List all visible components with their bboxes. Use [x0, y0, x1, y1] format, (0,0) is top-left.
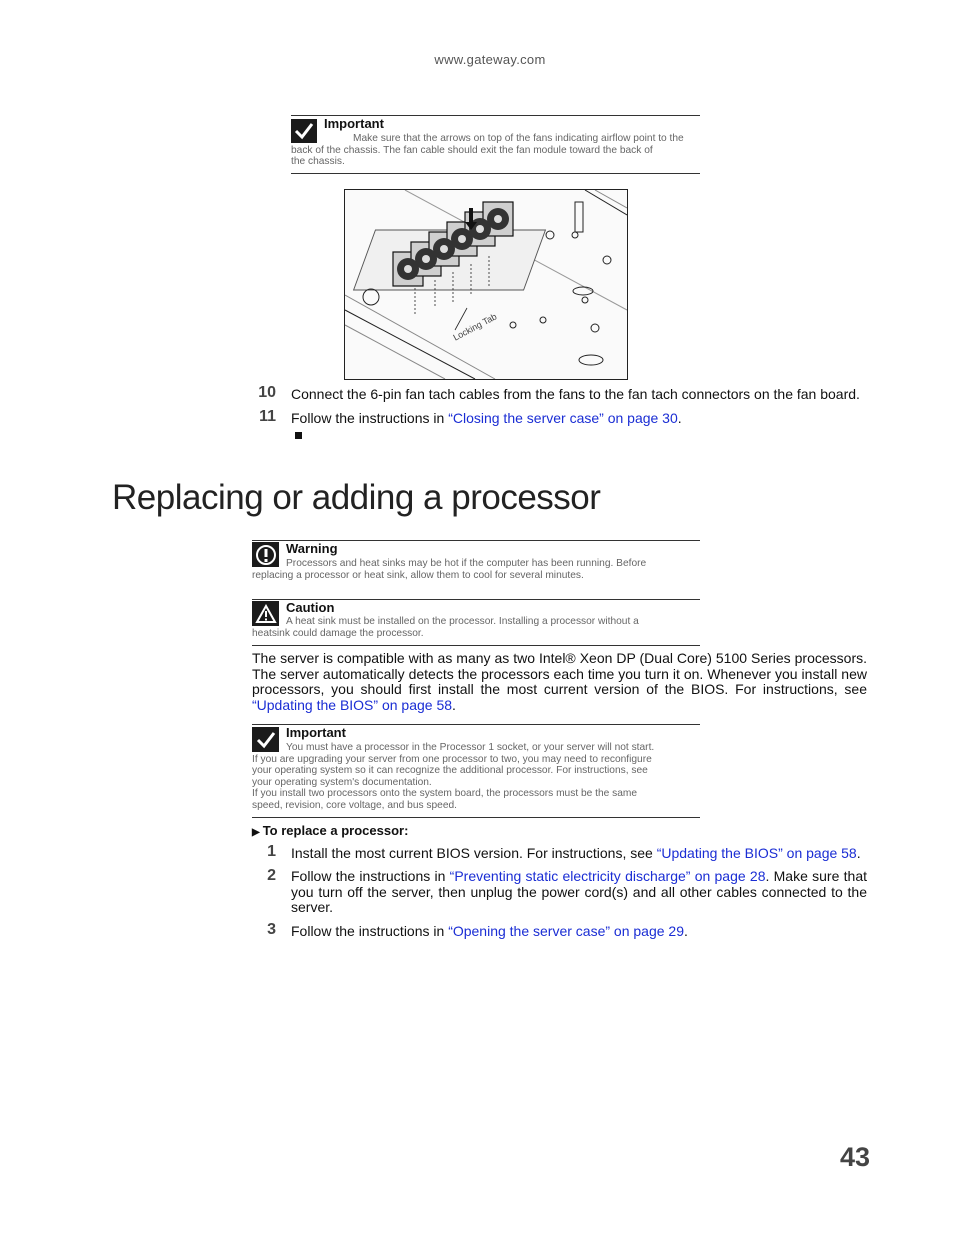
note-line: your operating system so it can recognize the additional processor. For instructions, see: [252, 765, 648, 777]
step-text: .: [677, 410, 682, 426]
step-11-text: [291, 410, 881, 426]
note-line: back of the chassis. The fan cable should exit the fan module toward the back of: [291, 144, 653, 156]
note-body: [252, 742, 700, 812]
warning-title: Warning: [286, 541, 338, 556]
updating-bios-link[interactable]: “Updating the BIOS” on page 58: [656, 845, 857, 861]
important-note-processor: [252, 724, 700, 818]
step-text: Follow the instructions in: [291, 923, 449, 939]
locking-tab-callout: Locking Tab: [451, 311, 499, 343]
step-number: 3: [267, 921, 276, 938]
note-body: [291, 133, 698, 168]
step-2-text: [291, 869, 867, 916]
note-line: replacing a processor or heat sink, allow them to cool for several minutes.: [252, 569, 584, 581]
step-text: . Make sure that you turn off the server, then unplug the power cord(s) and all other cables connected to the server.: [291, 868, 867, 916]
note-line: If you install two processors onto the system board, the processors must be the same: [252, 788, 638, 800]
step-number: 2: [267, 867, 276, 884]
note-line: heatsink could damage the processor.: [252, 627, 424, 639]
procedure-title: To replace a processor:: [262, 823, 409, 838]
end-of-section-mark: [295, 432, 302, 439]
header-url: www.gateway.com: [434, 52, 546, 67]
step-number: 1: [267, 843, 276, 860]
step-number: 10: [258, 384, 276, 401]
step-10-text: Connect the 6-pin fan tach cables from the fans to the fan tach connectors on the fan board.: [291, 386, 860, 402]
step-3-text: [291, 923, 867, 939]
closing-server-case-link[interactable]: “Closing the server case” on page 30: [448, 410, 678, 426]
warning-note: [252, 540, 700, 586]
note-line: the chassis.: [291, 156, 345, 168]
paragraph-text: The server is compatible with as many as two Intel® Xeon DP (Dual Core) 5100 Series processors. The server automatically detects the processors each time you turn it on. Whenever you install new processors, you should first install the most current version of the BIOS. For instructions, see: [252, 650, 867, 698]
note-line: If you are upgrading your server from one processor to two, you may need to reconfigure: [252, 753, 652, 765]
step-text: Install the most current BIOS version. For instructions, see: [291, 845, 657, 861]
warning-body: [252, 558, 693, 581]
note-line: speed, revision, core voltage, and bus speed.: [252, 799, 458, 811]
caution-note: [252, 599, 700, 646]
compatibility-paragraph: [252, 651, 867, 714]
caution-title: Caution: [286, 600, 335, 615]
updating-bios-link[interactable]: “Updating the BIOS” on page 58: [252, 697, 453, 714]
step-text: .: [684, 923, 688, 939]
arrow-right-icon: ▶: [252, 827, 260, 838]
page-number: 43: [839, 1142, 870, 1172]
note-line: Make sure that the arrows on top of the fans indicating airflow point to the: [353, 133, 684, 144]
procedure-heading: [252, 823, 408, 838]
preventing-static-discharge-link[interactable]: “Preventing static electricity discharge” on page 28: [449, 868, 766, 884]
section-title: Replacing or adding a processor: [112, 478, 601, 517]
step-1-text: [291, 845, 867, 861]
note-title: Important: [324, 116, 384, 131]
step-number: 11: [259, 408, 276, 425]
caution-body: [252, 616, 693, 639]
fan-module-illustration: [344, 189, 628, 380]
note-line: A heat sink must be installed on the processor. Installing a processor without a: [286, 616, 639, 627]
step-text: .: [856, 845, 861, 861]
note-title: Important: [286, 725, 346, 740]
note-line: Processors and heat sinks may be hot if the computer has been running. Before: [286, 558, 647, 569]
step-text: Follow the instructions in: [291, 410, 449, 426]
step-text: Follow the instructions in: [291, 868, 450, 884]
important-note-top: [291, 115, 700, 174]
paragraph-text: .: [452, 697, 456, 714]
note-line: your operating system's documentation.: [252, 776, 432, 788]
note-line: You must have a processor in the Processor 1 socket, or your server will not start.: [286, 742, 655, 753]
opening-server-case-link[interactable]: “Opening the server case” on page 29: [448, 923, 684, 939]
